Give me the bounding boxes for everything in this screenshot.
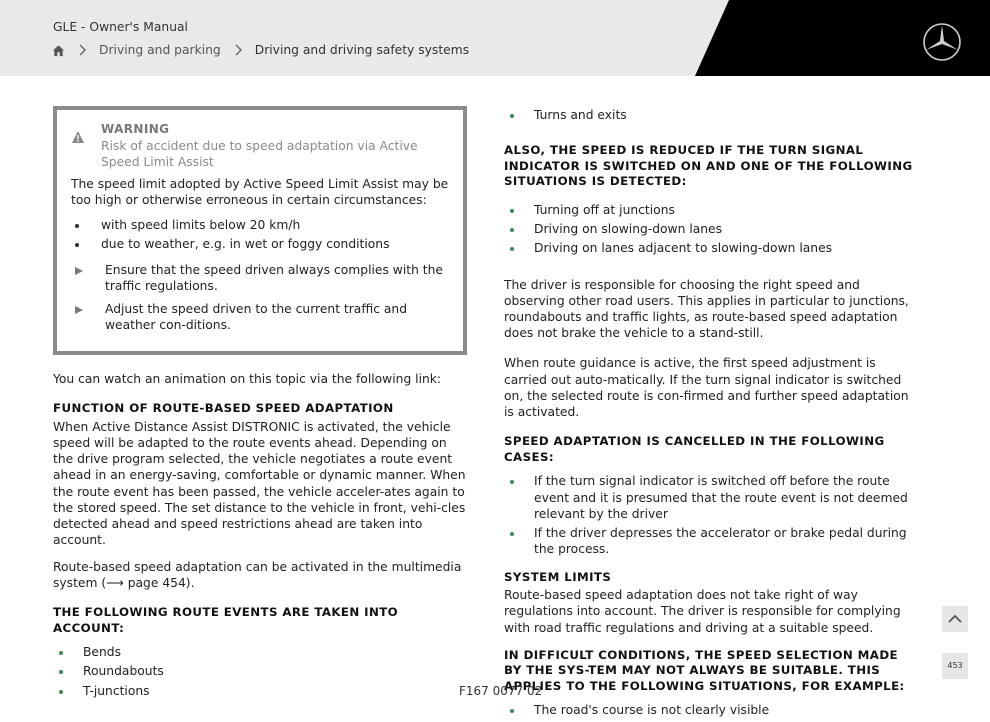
system-limits-text: Route-based speed adaptation does not take right of way regulations into account. The driver is responsible for complying with road traffic regulations and driving at a suitable speed.	[504, 588, 901, 635]
breadcrumb-current-page[interactable]: Driving and driving safety systems	[254, 43, 470, 57]
step-arrow-icon	[75, 267, 83, 275]
page-number: 453	[942, 653, 968, 679]
reduced-heading: ALSO, THE SPEED IS REDUCED IF THE TURN SIGNAL INDICATOR IS SWITCHED ON AND ONE OF THE FOLLOWING SITUATIONS IS DETECTED:	[504, 143, 913, 189]
footer-code: F167 0077 02	[459, 684, 543, 698]
cancel-cases-list	[504, 473, 918, 557]
chevron-right-icon	[75, 43, 89, 57]
list-item: with speed limits below 20 km/h	[71, 217, 449, 233]
right-column	[504, 104, 918, 722]
warning-steps	[71, 262, 449, 333]
warning-subtitle: Risk of accident due to speed adaptation via Active Speed Limit Assist	[101, 138, 418, 170]
system-limits-heading: SYSTEM LIMITS	[504, 569, 612, 584]
route-events-list-cont	[504, 107, 918, 123]
top-header	[0, 0, 990, 76]
chevron-right-icon	[231, 43, 245, 57]
warning-title: WARNING	[101, 122, 170, 136]
events-heading: THE FOLLOWING ROUTE EVENTS ARE TAKEN INTO ACCOUNT:	[53, 604, 399, 635]
cancelled-heading: SPEED ADAPTATION IS CANCELLED IN THE FOLLOWING CASES:	[504, 434, 885, 464]
breadcrumb-driving-and-parking[interactable]: Driving and parking	[99, 43, 221, 57]
warning-box	[53, 106, 467, 355]
scroll-to-top-button[interactable]	[942, 606, 968, 632]
list-item: T-junctions	[53, 683, 467, 699]
left-column	[53, 106, 467, 702]
guidance-text: When route guidance is active, the first speed adjustment is carried out auto-matically. If the turn signal indicator is switched on, the selected route is con-firmed and further speed adaptation is activated.	[504, 356, 909, 420]
list-item: If the turn signal indicator is switched off before the route event and it is presumed that the route event is not deemed relevant by the driver	[504, 473, 918, 522]
step-arrow-icon	[75, 306, 83, 314]
manual-title: GLE - Owner's Manual	[53, 20, 188, 34]
function-heading: FUNCTION OF ROUTE-BASED SPEED ADAPTATION	[53, 401, 394, 416]
list-item: Bends	[53, 644, 467, 660]
mercedes-star-logo-icon	[922, 22, 962, 62]
list-item: Driving on lanes adjacent to slowing-down lanes	[504, 240, 918, 256]
warning-bullets	[71, 217, 449, 252]
warning-step: Ensure that the speed driven always complies with the traffic regulations.	[71, 262, 449, 294]
multimedia-text: Route-based speed adaptation can be activated in the multimedia system (⟶ page 454).	[53, 559, 462, 590]
situations-list	[504, 202, 918, 257]
animation-link-text[interactable]: You can watch an animation on this topic via the following link:	[53, 372, 442, 387]
list-item: Turns and exits	[504, 107, 918, 123]
warning-triangle-icon	[71, 130, 85, 144]
breadcrumb	[52, 42, 469, 58]
function-text: When Active Distance Assist DISTRONIC is activated, the vehicle speed will be adapted to the route events ahead. Depending on the drive program selected, the vehicle negotiates a route event ahead in an energy-saving, comfortable or dynamic manner. When the route event has been passed, the vehicle acceler-ates again to the stored speed. The set distance to the vehicle in front, vehi-cles detected ahead and speed restrictions ahead are taken into account.	[53, 419, 466, 548]
list-item: The road's course is not clearly visible	[504, 702, 918, 718]
warning-step: Adjust the speed driven to the current traffic and weather con-ditions.	[71, 301, 449, 333]
list-item: If the driver depresses the accelerator or brake pedal during the process.	[504, 525, 918, 557]
list-item: Turning off at junctions	[504, 202, 918, 218]
list-item: Roundabouts	[53, 663, 467, 679]
brand-panel	[695, 0, 990, 76]
difficult-cases-list	[504, 702, 918, 718]
home-icon[interactable]	[52, 44, 65, 57]
warning-text: The speed limit adopted by Active Speed Limit Assist may be too high or otherwise erroneous in certain circumstances:	[71, 177, 449, 208]
route-events-list	[53, 644, 467, 699]
list-item: Driving on slowing-down lanes	[504, 221, 918, 237]
chevron-up-icon	[947, 611, 963, 627]
list-item: due to weather, e.g. in wet or foggy conditions	[71, 236, 449, 252]
difficult-conditions-heading: IN DIFFICULT CONDITIONS, THE SPEED SELECTION MADE BY THE SYS-TEM MAY NOT ALWAYS BE SUITABLE. THIS APPLIES TO THE FOLLOWING SITUATIONS, FOR EXAMPLE:	[504, 647, 905, 693]
driver-responsibility-text: The driver is responsible for choosing the right speed and observing other road users. This applies in particular to junctions, roundabouts and traffic lights, as route-based speed adaptation does not brake the vehicle to a stand-still.	[504, 277, 909, 341]
